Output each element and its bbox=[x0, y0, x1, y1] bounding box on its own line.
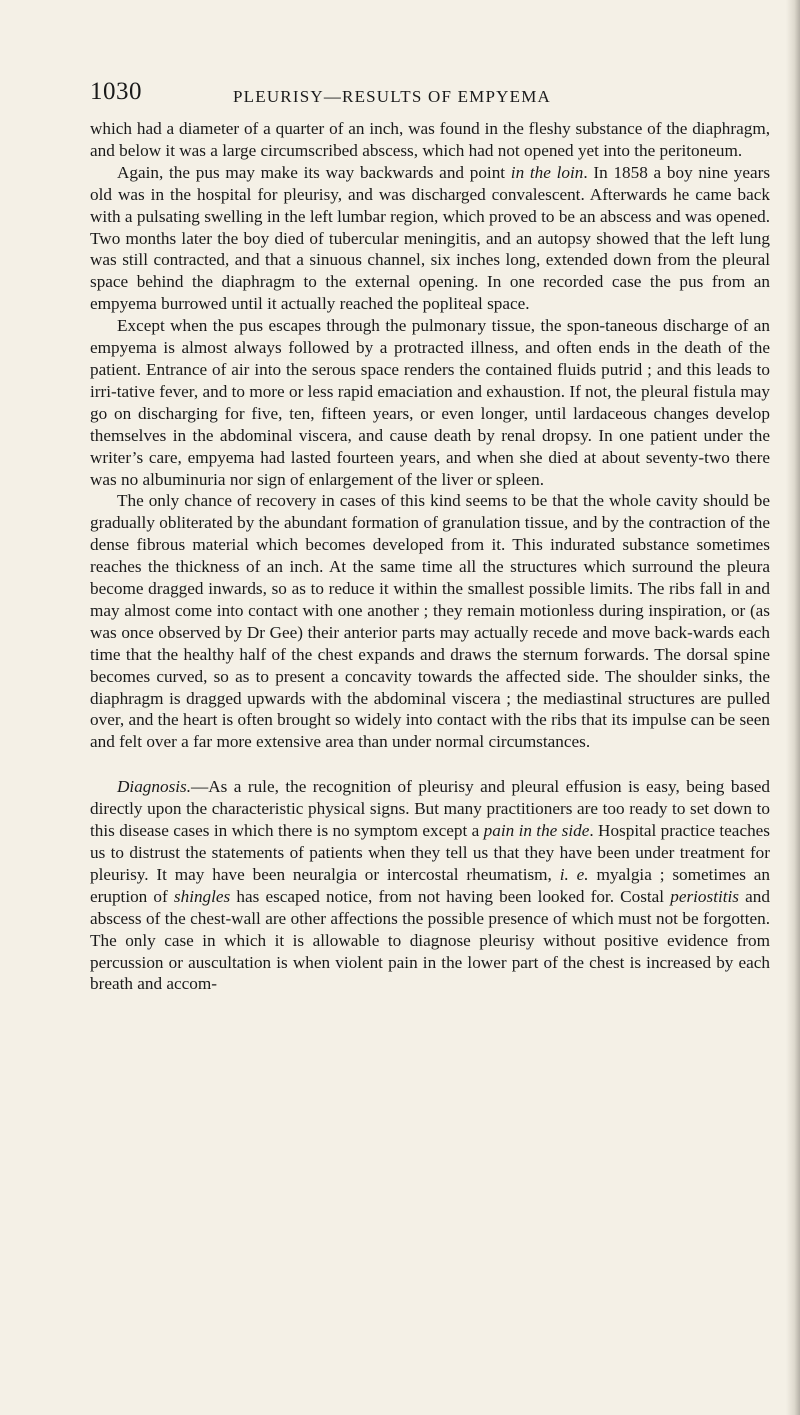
text-run: Except when the pus escapes through the pulmonary tissue, the spon-taneous discharge of an empyema is almost always followed by a protracted illness, and often ends in the death of the patient. Entrance of air into the serous space renders the contained fluids putrid ; and this leads to irri-tative fever, and to more or less rapid emaciation and exhaustion. If not, the pleural fistula may go on discharging for five, ten, fifteen years, or even longer, until lardaceous changes develop themselves in the abdominal viscera, and cause death by renal dropsy. In one patient under the writer’s care, empyema had lasted fourteen years, and when she died at about seventy-two there was no albuminuria nor sign of enlargement of the liver or spleen. bbox=[90, 316, 770, 489]
paragraph bbox=[90, 490, 770, 753]
text-run: Again, the pus may make its way backwards and point bbox=[117, 162, 511, 182]
body-text bbox=[90, 118, 770, 995]
paragraph bbox=[90, 118, 770, 162]
italic-text: pain in the side bbox=[483, 821, 590, 841]
page-number: 1030 bbox=[90, 78, 142, 105]
italic-text: shingles bbox=[173, 886, 231, 906]
text-run: and abscess of the chest-wall are other affections the possible presence of which must not be forgotten. The only case in which it is allowable to diagnose pleurisy without positive evidence from percussion or auscultation is when violent pain in the lower part of the chest is increased by each breath and accom- bbox=[90, 886, 770, 994]
paragraph bbox=[90, 162, 770, 315]
paragraph bbox=[90, 315, 770, 490]
running-head: PLEURISY—RESULTS OF EMPYEMA bbox=[233, 87, 551, 106]
text-run: . In 1858 a boy nine years old was in the hospital for pleurisy, and was discharged convalescent. Afterwards he came back with a pulsating swelling in the left lumbar region, which proved to be an abscess and was opened. Two months later the boy died of tubercular meningitis, and an autopsy showed that the left lung was still contracted, and that a sinuous channel, six inches long, extended down from the pleural space behind the diaphragm to the external opening. In one recorded case the pus from an empyema burrowed until it actually reached the popliteal space. bbox=[90, 162, 771, 314]
page-header bbox=[90, 78, 770, 108]
text-run: . Hospital practice teaches us to distrust the statements of patients when they tell us that they have been under treatment for pleurisy. It may have been neuralgia or intercostal rheumatism, bbox=[90, 821, 770, 884]
text-run: has escaped notice, from not having been looked for. Costal bbox=[230, 886, 671, 906]
italic-text: Diagnosis. bbox=[117, 777, 192, 797]
text-run: The only chance of recovery in cases of this kind seems to be that the whole cavity should be gradually obliterated by the abundant formation of granulation tissue, and by the contraction of the dense fibrous material which becomes developed from it. This indurated substance sometimes reaches the thickness of an inch. At the same time all the structures which surround the pleura become dragged inwards, so as to reduce it within the smallest possible limits. The ribs fall in and may almost come into contact with one another ; they remain motionless during inspiration, or (as was once observed by Dr Gee) their anterior parts may actually recede and move back-wards each time that the healthy half of the chest expands and draws the sternum forwards. The dorsal spine becomes curved, so as to present a concavity towards the affected side. The shoulder sinks, the diaphragm is dragged upwards with the abdominal viscera ; the mediastinal structures are pulled over, and the heart is often brought so widely into contact with the ribs that its impulse can be seen and felt over a far more extensive area than under normal circumstances. bbox=[90, 491, 770, 752]
italic-text: i. e. bbox=[559, 864, 589, 884]
italic-text: in the loin bbox=[510, 162, 584, 182]
page-edge-shadow bbox=[786, 0, 800, 1415]
text-run: —As a rule, the recognition of pleurisy and pleural effusion is easy, being based directly upon the characteristic physical signs. But many practitioners are too ready to set down to this disease cases in which there is no symptom except a bbox=[90, 777, 770, 841]
paragraph bbox=[90, 776, 770, 995]
italic-text: periostitis bbox=[670, 886, 739, 906]
text-run: which had a diameter of a quarter of an inch, was found in the fleshy substance of the diaphragm, and below it was a large circumscribed abscess, which had not opened yet into the peritoneum. bbox=[90, 119, 770, 160]
text-run: myalgia ; sometimes an eruption of bbox=[90, 864, 770, 906]
